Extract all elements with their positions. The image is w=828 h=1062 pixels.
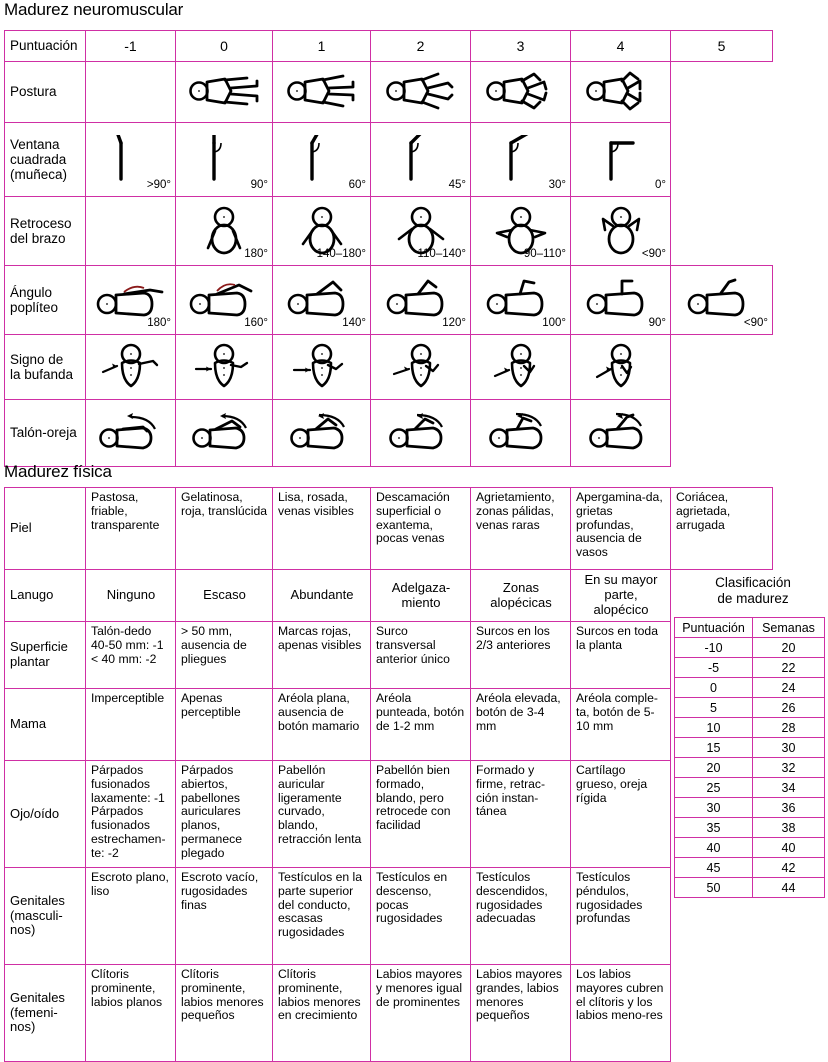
angle-label: 90–110° (523, 247, 566, 260)
neuromuscular-cell (571, 123, 671, 197)
classification-row (675, 758, 825, 778)
score-column-header-5: 4 (571, 31, 671, 62)
angle-label: 140–180° (316, 247, 366, 260)
neuromuscular-row-label: Ventana cuadrada (muñeca) (5, 123, 86, 197)
popliteal-lt90-icon (685, 278, 759, 322)
neuromuscular-cell (273, 400, 371, 467)
classification-row (675, 698, 825, 718)
physical-cell: Testículos en descenso, pocas rugosidades (371, 868, 471, 965)
physical-cell: Testículos descendidos, rugosidades adecuadas (471, 868, 571, 965)
classification-score-cell: 50 (675, 878, 753, 898)
popliteal-120-icon (384, 278, 458, 322)
scarf-5-icon (591, 342, 651, 392)
neuromuscular-cell (471, 400, 571, 467)
scarf-3-icon (391, 342, 451, 392)
physical-cell: Clítoris prominente, labios menores en crecimiento (273, 965, 371, 1062)
physical-cell: Adelgaza-miento (371, 570, 471, 622)
score-column-header-0: -1 (86, 31, 176, 62)
physical-row (5, 488, 773, 570)
neuromuscular-row-label: Ángulo poplíteo (5, 266, 86, 335)
physical-cell: Talón-dedo 40-50 mm: -1 < 40 mm: -2 (86, 622, 176, 689)
angle-label: 180° (244, 247, 268, 260)
physical-cell: Imperceptible (86, 689, 176, 761)
physical-row (5, 761, 773, 868)
physical-row-label: Lanugo (5, 570, 86, 622)
angle-label: 110–140° (417, 247, 466, 260)
classification-row (675, 738, 825, 758)
neuromuscular-row (5, 62, 773, 123)
neuromuscular-row-label: Postura (5, 62, 86, 123)
physical-cell: Escroto plano, liso (86, 868, 176, 965)
neuromuscular-cell (371, 62, 471, 123)
score-column-header-3: 2 (371, 31, 471, 62)
angle-label: <90° (641, 247, 666, 260)
classification-title (678, 575, 828, 607)
angle-label: 120° (442, 316, 466, 329)
angle-label: 30° (548, 178, 566, 191)
classification-header-row (675, 618, 825, 638)
physical-cell: Gelatinosa, roja, translúcida (176, 488, 273, 570)
neuromuscular-cell (471, 335, 571, 400)
neuromuscular-cell (273, 197, 371, 266)
physical-row-label: Superficie plantar (5, 622, 86, 689)
classification-weeks-cell: 38 (753, 818, 825, 838)
classification-row (675, 818, 825, 838)
heel-ear-0-icon (97, 411, 165, 455)
classification-row (675, 858, 825, 878)
neuromuscular-table (4, 30, 773, 467)
angle-label: >90° (146, 178, 171, 191)
wrist-90-icon (196, 135, 252, 185)
neuromuscular-cell (273, 335, 371, 400)
neuromuscular-cell (176, 123, 273, 197)
posture-0-icon (185, 70, 263, 114)
neuromuscular-cell (273, 266, 371, 335)
popliteal-160-icon (187, 278, 261, 322)
physical-cell: Clítoris prominente, labios planos (86, 965, 176, 1062)
neuromuscular-row (5, 266, 773, 335)
neuromuscular-cell (471, 197, 571, 266)
neuromuscular-score-header-row (5, 31, 773, 62)
neuromuscular-cell (273, 62, 371, 123)
physical-cell: Pabellón auricular ligeramente curvado, blando, retracción lenta (273, 761, 371, 868)
neuromuscular-cell (86, 266, 176, 335)
wrist->90-icon (103, 135, 159, 185)
physical-cell: Formado y firme, retrac-ción instan-tánea (471, 761, 571, 868)
neuromuscular-cell (571, 62, 671, 123)
physical-cell: Párpados fusionados laxamente: -1 Párpados fusionados estrechamen-te: -2 (86, 761, 176, 868)
neuromuscular-row (5, 400, 773, 467)
heel-ear-5-icon (587, 411, 655, 455)
physical-section-title: Madurez física (4, 462, 112, 481)
scarf-2-icon (292, 342, 352, 392)
classification-score-cell: 45 (675, 858, 753, 878)
classification-weeks-cell: 36 (753, 798, 825, 818)
classification-score-cell: 0 (675, 678, 753, 698)
neuromuscular-cell-empty (671, 400, 773, 467)
physical-row-label: Genitales (masculi-nos) (5, 868, 86, 965)
classification-row (675, 778, 825, 798)
physical-cell: Zonas alopécicas (471, 570, 571, 622)
neuromuscular-cell (176, 266, 273, 335)
neuromuscular-cell (371, 400, 471, 467)
angle-label: 60° (348, 178, 366, 191)
physical-cell: Aréola elevada, botón de 3-4 mm (471, 689, 571, 761)
classification-row (675, 638, 825, 658)
neuromuscular-cell (176, 62, 273, 123)
score-column-header-2: 1 (273, 31, 371, 62)
neuromuscular-cell (371, 266, 471, 335)
classification-header-weeks: Semanas (753, 618, 825, 638)
physical-cell: Abundante (273, 570, 371, 622)
angle-label: 180° (147, 316, 171, 329)
physical-cell: Escroto vacío, rugosidades finas (176, 868, 273, 965)
classification-title-line2: de madurez (717, 591, 789, 607)
classification-weeks-cell: 26 (753, 698, 825, 718)
heel-ear-3-icon (387, 411, 455, 455)
neuromuscular-cell (471, 62, 571, 123)
classification-weeks-cell: 44 (753, 878, 825, 898)
popliteal-100-icon (484, 278, 558, 322)
neuromuscular-section-title: Madurez neuromuscular (4, 0, 184, 19)
classification-score-cell: 25 (675, 778, 753, 798)
physical-maturity-table (4, 487, 773, 1062)
classification-weeks-cell: 20 (753, 638, 825, 658)
physical-cell: Surcos en los 2/3 anteriores (471, 622, 571, 689)
neuromuscular-cell (571, 335, 671, 400)
angle-label: 140° (342, 316, 366, 329)
neuromuscular-cell (671, 266, 773, 335)
neuromuscular-cell-empty (671, 335, 773, 400)
physical-row (5, 622, 773, 689)
maturity-classification-table (674, 617, 825, 898)
wrist-60-icon (294, 135, 350, 185)
classification-header-score: Puntuación (675, 618, 753, 638)
neuromuscular-cell-empty (86, 62, 176, 123)
physical-cell: Agrietamiento, zonas pálidas, venas raras (471, 488, 571, 570)
neuromuscular-cell (176, 400, 273, 467)
physical-row-label: Piel (5, 488, 86, 570)
physical-cell: Apergamina-da, grietas profundas, ausencia de vasos (571, 488, 671, 570)
classification-weeks-cell: 40 (753, 838, 825, 858)
neuromuscular-cell (571, 197, 671, 266)
angle-label: 160° (244, 316, 268, 329)
classification-weeks-cell: 32 (753, 758, 825, 778)
classification-row (675, 658, 825, 678)
wrist-30-icon (493, 135, 549, 185)
angle-label: <90° (743, 316, 768, 329)
physical-row (5, 570, 773, 622)
neuromuscular-cell (371, 335, 471, 400)
physical-cell: Cartílago grueso, oreja rígida (571, 761, 671, 868)
neuromuscular-row (5, 123, 773, 197)
physical-row (5, 868, 773, 965)
scarf-1-icon (194, 342, 254, 392)
classification-weeks-cell: 22 (753, 658, 825, 678)
neuromuscular-row-label: Retroceso del brazo (5, 197, 86, 266)
neuromuscular-cell (571, 266, 671, 335)
physical-cell: Testículos péndulos, rugosidades profundas (571, 868, 671, 965)
scarf-4-icon (491, 342, 551, 392)
neuromuscular-cell-empty (86, 197, 176, 266)
physical-row-label: Mama (5, 689, 86, 761)
classification-row (675, 718, 825, 738)
popliteal-90-icon (584, 278, 658, 322)
physical-row (5, 689, 773, 761)
physical-cell: Párpados abiertos, pabellones auriculares planos, permanece plegado (176, 761, 273, 868)
classification-row (675, 878, 825, 898)
neuromuscular-row (5, 197, 773, 266)
popliteal-140-icon (285, 278, 359, 322)
neuromuscular-cell (471, 266, 571, 335)
physical-cell: Apenas perceptible (176, 689, 273, 761)
classification-score-cell: 20 (675, 758, 753, 778)
neuromuscular-cell (571, 400, 671, 467)
classification-weeks-cell: 34 (753, 778, 825, 798)
popliteal-180-icon (94, 278, 168, 322)
physical-cell: Descamación superficial o exantema, pocas venas (371, 488, 471, 570)
score-column-header-1: 0 (176, 31, 273, 62)
angle-label: 100° (542, 316, 566, 329)
posture-3-icon (482, 70, 560, 114)
classification-weeks-cell: 24 (753, 678, 825, 698)
physical-cell: Labios mayores grandes, labios menores pequeños (471, 965, 571, 1062)
classification-score-cell: 15 (675, 738, 753, 758)
score-column-header-6: 5 (671, 31, 773, 62)
physical-cell: Testículos en la parte superior del conducto, escasas rugosidades (273, 868, 371, 965)
angle-label: 90° (250, 178, 268, 191)
classification-weeks-cell: 42 (753, 858, 825, 878)
physical-cell-empty (671, 965, 773, 1062)
score-header-label: Puntuación (5, 31, 86, 62)
score-column-header-4: 3 (471, 31, 571, 62)
physical-cell: Los labios mayores cubren el clítoris y los labios meno-res (571, 965, 671, 1062)
classification-score-cell: -5 (675, 658, 753, 678)
physical-cell: Escaso (176, 570, 273, 622)
physical-cell: Pastosa, friable, transparente (86, 488, 176, 570)
posture-2-icon (382, 70, 460, 114)
classification-score-cell: 10 (675, 718, 753, 738)
physical-cell: Labios mayores y menores igual de prominentes (371, 965, 471, 1062)
neuromuscular-cell (176, 197, 273, 266)
physical-cell: Lisa, rosada, venas visibles (273, 488, 371, 570)
heel-ear-2-icon (288, 411, 356, 455)
neuromuscular-cell (86, 123, 176, 197)
neuromuscular-cell (86, 335, 176, 400)
classification-row (675, 798, 825, 818)
neuromuscular-cell (471, 123, 571, 197)
neuromuscular-cell (273, 123, 371, 197)
physical-cell: Pabellón bien formado, blando, pero retrocede con facilidad (371, 761, 471, 868)
neuromuscular-cell-empty (671, 197, 773, 266)
classification-title-line1: Clasificación (715, 575, 791, 590)
neuromuscular-cell (371, 123, 471, 197)
classification-row (675, 838, 825, 858)
classification-weeks-cell: 30 (753, 738, 825, 758)
physical-cell: > 50 mm, ausencia de pliegues (176, 622, 273, 689)
angle-label: 45° (448, 178, 466, 191)
neuromuscular-cell (86, 400, 176, 467)
scarf-0-icon (101, 342, 161, 392)
classification-weeks-cell: 28 (753, 718, 825, 738)
physical-cell: Aréola comple-ta, botón de 5-10 mm (571, 689, 671, 761)
physical-row-label: Genitales (femeni-nos) (5, 965, 86, 1062)
classification-score-cell: 5 (675, 698, 753, 718)
angle-label: 0° (655, 178, 666, 191)
heel-ear-4-icon (487, 411, 555, 455)
neuromuscular-cell-empty (671, 62, 773, 123)
physical-cell: Coriácea, agrietada, arrugada (671, 488, 773, 570)
physical-row-label: Ojo/oído (5, 761, 86, 868)
posture-4-icon (582, 70, 660, 114)
neuromuscular-row (5, 335, 773, 400)
neuromuscular-cell (176, 335, 273, 400)
physical-cell: Ninguno (86, 570, 176, 622)
neuromuscular-row-label: Signo de la bufanda (5, 335, 86, 400)
physical-cell: Clítoris prominente, labios menores pequeños (176, 965, 273, 1062)
wrist-45-icon (393, 135, 449, 185)
physical-cell: Surco transversal anterior único (371, 622, 471, 689)
physical-cell: Surcos en toda la planta (571, 622, 671, 689)
physical-cell: Marcas rojas, apenas visibles (273, 622, 371, 689)
angle-label: 90° (648, 316, 666, 329)
classification-score-cell: 30 (675, 798, 753, 818)
physical-row (5, 965, 773, 1062)
heel-ear-1-icon (190, 411, 258, 455)
neuromuscular-row-label: Talón-oreja (5, 400, 86, 467)
classification-row (675, 678, 825, 698)
physical-cell: Aréola punteada, botón de 1-2 mm (371, 689, 471, 761)
wrist-0-icon (593, 135, 649, 185)
physical-cell: En su mayor parte, alopécico (571, 570, 671, 622)
physical-cell: Aréola plana, ausencia de botón mamario (273, 689, 371, 761)
classification-score-cell: 35 (675, 818, 753, 838)
classification-score-cell: -10 (675, 638, 753, 658)
classification-score-cell: 40 (675, 838, 753, 858)
neuromuscular-cell (371, 197, 471, 266)
posture-1-icon (283, 70, 361, 114)
neuromuscular-cell-empty (671, 123, 773, 197)
